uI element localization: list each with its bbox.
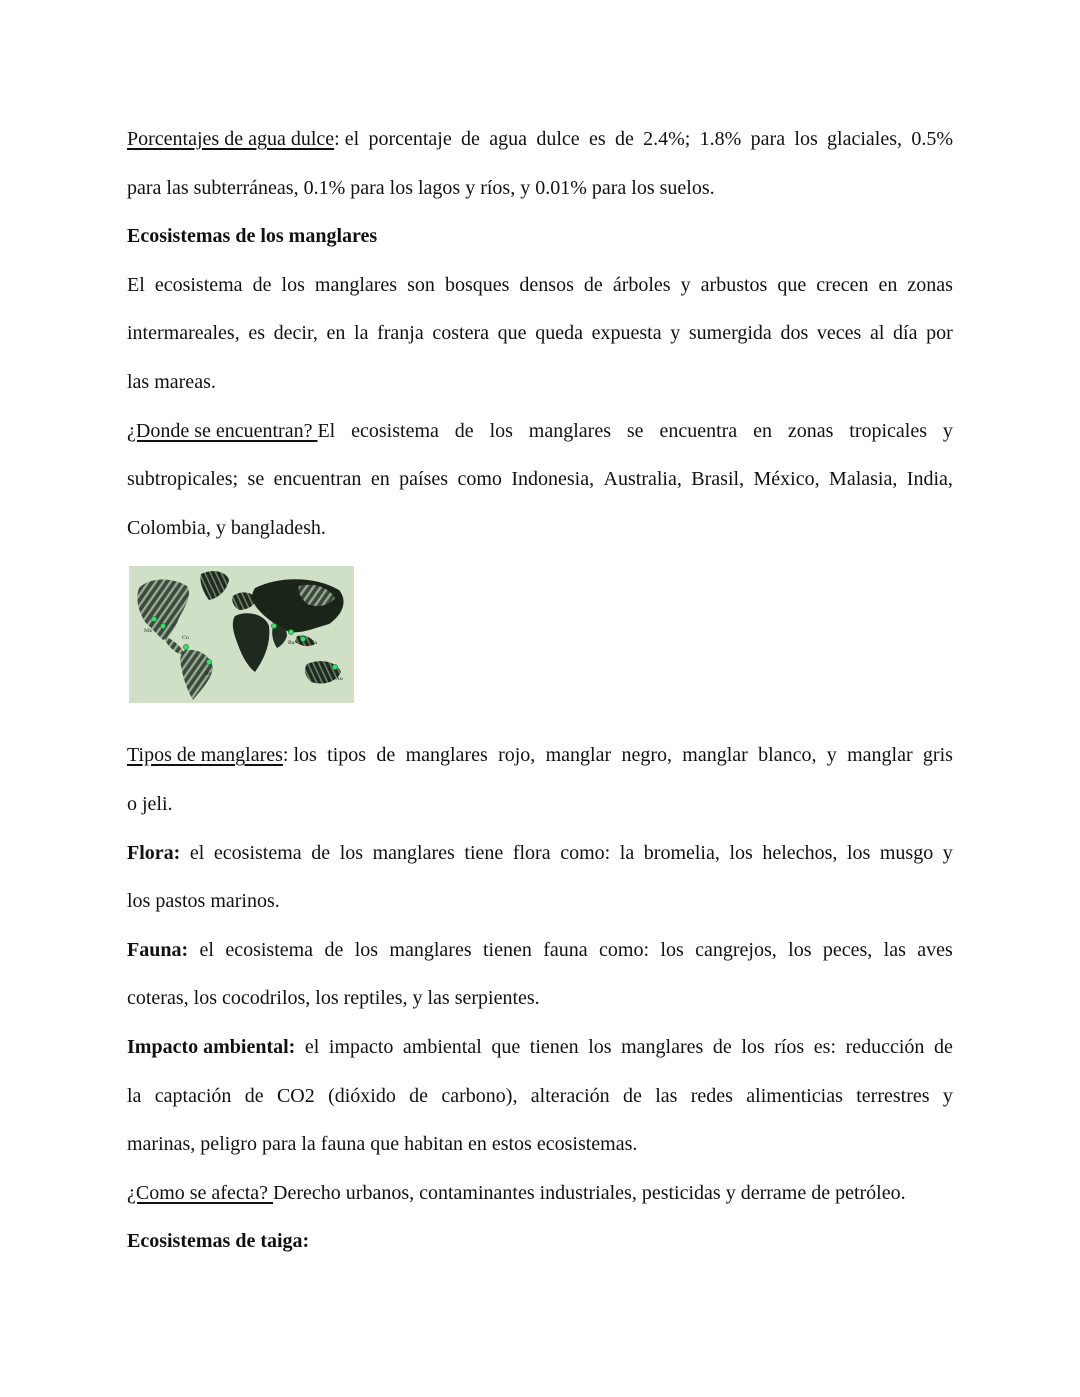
flora-line-2: los pastos marinos. <box>127 890 280 913</box>
word: los <box>729 841 753 864</box>
word: El <box>317 419 336 442</box>
word: la <box>354 322 369 345</box>
word: manglares <box>389 938 472 961</box>
word: los <box>660 938 684 961</box>
word: decir, <box>273 322 318 345</box>
word: son <box>407 273 435 296</box>
word: franja <box>377 322 424 345</box>
word: manglar <box>847 744 913 767</box>
word: la <box>619 841 635 864</box>
word: los <box>281 273 305 296</box>
donde-label: ¿Donde se encuentran? <box>127 419 318 442</box>
word: tienen <box>529 1035 579 1058</box>
word: CO2 <box>276 1084 315 1107</box>
fauna-label: Fauna: <box>127 938 189 961</box>
word: manglares <box>528 419 611 442</box>
word: helechos, <box>762 841 838 864</box>
word: subtropicales; <box>127 468 239 491</box>
word: que <box>491 1035 521 1058</box>
word: México, <box>753 468 820 491</box>
flora-line-1 <box>127 829 953 878</box>
word: árboles <box>612 273 671 296</box>
donde-line-2 <box>127 455 953 504</box>
agua-label: Porcentajes de agua dulce <box>127 128 335 150</box>
map-label-mx: Mx <box>144 628 152 635</box>
word: intermareales, <box>127 322 240 345</box>
word: arbustos <box>700 273 768 296</box>
word: crecen <box>816 273 869 296</box>
word: alimenticias <box>746 1084 843 1107</box>
word: de <box>311 841 331 864</box>
word: en <box>753 419 772 442</box>
word: los <box>846 841 871 864</box>
impacto-label: Impacto ambiental: <box>127 1035 296 1058</box>
word: tipos <box>327 744 367 767</box>
word: de <box>324 938 344 961</box>
word: al <box>869 322 885 345</box>
agua-first-word-group <box>127 115 359 164</box>
word: y <box>670 322 681 345</box>
word: terrestres <box>856 1084 930 1107</box>
word: peces, <box>822 938 873 961</box>
word: glaciales, <box>827 128 903 150</box>
word: Malasia, <box>829 468 898 491</box>
word: manglares <box>621 1035 704 1058</box>
word: los <box>788 938 812 961</box>
impacto-line-2 <box>127 1072 953 1121</box>
word: como <box>457 468 502 491</box>
map-label-au: Au <box>336 676 343 683</box>
word: países <box>399 468 449 491</box>
word: manglares <box>372 841 455 864</box>
map-label-ba: Ba <box>288 640 295 647</box>
word: de <box>622 1084 642 1107</box>
agua-line-2: para las subterráneas, 0.1% para los lagos y ríos, y 0.01% para los suelos. <box>127 176 715 199</box>
word: : el <box>334 128 360 150</box>
word: de <box>454 419 474 442</box>
word: bosques <box>444 273 510 296</box>
word: y <box>942 841 953 864</box>
word: de <box>614 128 634 150</box>
impacto-line-3: marinas, peligro para la fauna que habitan en estos ecosistemas. <box>127 1133 638 1156</box>
word: Brasil, <box>691 468 745 491</box>
word: reducción <box>845 1035 925 1058</box>
word: : los <box>282 744 317 767</box>
word: que <box>497 322 527 345</box>
word: de <box>933 1035 953 1058</box>
word: gris <box>922 744 953 767</box>
word: negro, <box>621 744 672 767</box>
word: redes <box>690 1084 733 1107</box>
word: como: <box>599 938 650 961</box>
word: ríos <box>774 1035 805 1058</box>
word: es <box>588 128 606 150</box>
word: los <box>794 128 818 150</box>
word: de <box>712 1035 732 1058</box>
word: los <box>588 1035 612 1058</box>
impacto-line-1 <box>127 1023 953 1072</box>
word: tienen <box>482 938 532 961</box>
word: manglar <box>682 744 748 767</box>
word: como: <box>560 841 611 864</box>
word: blanco, <box>758 744 817 767</box>
word: cangrejos, <box>695 938 777 961</box>
manglares-heading: Ecosistemas de los manglares <box>127 225 378 248</box>
word: fauna <box>543 938 588 961</box>
word: carbono), <box>441 1084 518 1107</box>
word: de <box>376 744 396 767</box>
word: India, <box>906 468 953 491</box>
map-label-co: Co <box>182 635 189 642</box>
manglares-p1-line-1 <box>127 261 953 310</box>
word: Indonesia, <box>511 468 595 491</box>
word: por <box>926 322 953 345</box>
word: los <box>741 1035 765 1058</box>
afecta-label: ¿Como se afecta? <box>127 1181 274 1204</box>
word: se <box>626 419 644 442</box>
word: dulce <box>536 128 580 150</box>
word: encuentran <box>273 468 362 491</box>
word: zonas <box>787 419 834 442</box>
word: costera <box>432 322 490 345</box>
word: densos <box>519 273 574 296</box>
manglares-p1-line-2 <box>127 309 953 358</box>
word: de <box>244 1084 264 1107</box>
word: la <box>127 1084 142 1107</box>
document-page <box>127 115 953 1266</box>
word: manglar <box>545 744 612 767</box>
tipos-line-1 <box>127 731 953 780</box>
fauna-line-2: coteras, los cocodrilos, los reptiles, y las serpientes. <box>127 987 540 1010</box>
word: y <box>942 1084 953 1107</box>
fauna-line-1 <box>127 926 953 975</box>
taiga-heading: Ecosistemas de taiga: <box>127 1230 310 1253</box>
word: el <box>304 1035 320 1058</box>
word: 0.5% <box>911 128 953 150</box>
word: el <box>189 841 205 864</box>
map-label-br: Br <box>205 671 212 678</box>
word: bromelia, <box>643 841 720 864</box>
word: aves <box>917 938 953 961</box>
word: las <box>655 1084 678 1107</box>
word: encuentra <box>659 419 738 442</box>
word: el <box>199 938 214 961</box>
word: expuesta <box>591 322 662 345</box>
word: agua <box>489 128 528 150</box>
word: Australia, <box>603 468 682 491</box>
word: tropicales <box>849 419 928 442</box>
tipos-label: Tipos de manglares <box>127 744 283 767</box>
word: alteración <box>530 1084 610 1107</box>
word: las <box>883 938 906 961</box>
word: es: <box>813 1035 836 1058</box>
word: 2.4%; <box>643 128 691 150</box>
word: zonas <box>907 273 953 296</box>
word: dos <box>780 322 809 345</box>
word: de <box>409 1084 429 1107</box>
word: flora <box>512 841 551 864</box>
word: rojo, <box>498 744 536 767</box>
word: de <box>583 273 603 296</box>
donde-line-1 <box>127 407 953 456</box>
tipos-line-2: o jeli. <box>127 792 173 815</box>
flora-label: Flora: <box>127 841 181 864</box>
word: impacto <box>328 1035 394 1058</box>
word: ecosistema <box>225 938 314 961</box>
word: tiene <box>464 841 504 864</box>
word: en <box>370 468 390 491</box>
word: para <box>750 128 786 150</box>
word: queda <box>535 322 583 345</box>
word: ecosistema <box>154 273 243 296</box>
word: veces <box>816 322 862 345</box>
word: y <box>826 744 837 767</box>
manglares-p1-line-3: las mareas. <box>127 370 216 393</box>
agua-line-1 <box>127 115 953 164</box>
donde-line-3: Colombia, y bangladesh. <box>127 516 326 539</box>
word: ecosistema <box>351 419 439 442</box>
word: los <box>489 419 513 442</box>
word: día <box>893 322 918 345</box>
mangrove-world-map <box>129 566 354 703</box>
word: y <box>680 273 691 296</box>
word: musgo <box>879 841 934 864</box>
word: los <box>339 841 364 864</box>
word: sumergida <box>688 322 772 345</box>
word: los <box>354 938 379 961</box>
word: manglares <box>314 273 398 296</box>
word: de <box>252 273 272 296</box>
map-label-ma: Ma <box>309 640 318 647</box>
word: que <box>777 273 807 296</box>
word: ambiental <box>402 1035 482 1058</box>
word: en <box>326 322 346 345</box>
word: 1.8% <box>699 128 742 150</box>
map-label-in: In <box>272 632 278 639</box>
word: El <box>127 273 145 296</box>
word: en <box>878 273 898 296</box>
word: porcentaje <box>368 128 452 150</box>
word: y <box>942 419 953 442</box>
word: es <box>248 322 266 345</box>
tipos-first-group <box>127 731 317 780</box>
word: se <box>247 468 265 491</box>
word: de <box>461 128 480 150</box>
word: captación <box>154 1084 232 1107</box>
word: (dióxido <box>328 1084 396 1107</box>
word: ecosistema <box>213 841 302 864</box>
afecta-line <box>127 1169 953 1218</box>
donde-first-group <box>127 407 335 456</box>
afecta-text: Derecho urbanos, contaminantes industriales, pesticidas y derrame de petróleo. <box>273 1181 906 1204</box>
word: manglares <box>405 744 488 767</box>
